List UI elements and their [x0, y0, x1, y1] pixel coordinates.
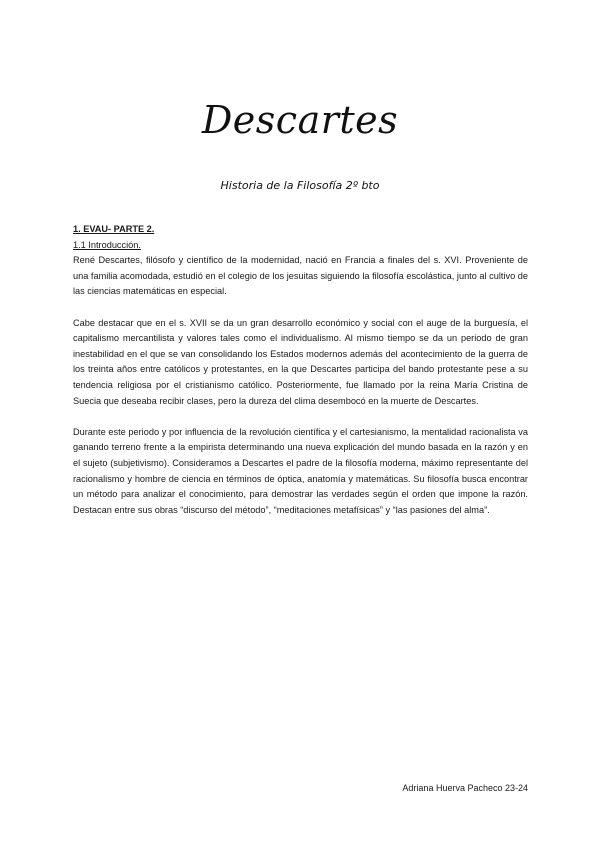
paragraph-2: Cabe destacar que en el s. XVII se da un gran desarrollo económico y social con el auge de la burguesía, el capitalismo mercantilista y valores tales como el individualismo. Al mismo tiempo se da un periodo de gran inestabilidad en el que se van consolidando los Estados modernos además del acontecimiento de la guerra de los treinta años entre católicos y protestantes, en la que Descartes participa del bando protestante pese a su tendencia religiosa por el cristianismo católico. Posteriormente, fue llamado por la reina María Cristina de Suecia que deseaba recibir clases, pero la dureza del clima desembocó en la muerte de Descartes. [73, 317, 528, 406]
paragraph-3: Durante este periodo y por influencia de la revolución científica y el cartesianismo, la mentalidad racionalista va ganando terreno frente a la empirista determinando una nueva explicación del mundo basada en la razón y en el sujeto (subjetivismo). Consideramos a Descartes el padre de la filosofía moderna, máximo representante del racionalismo y hombre de ciencia en términos de óptica, anatomía y matemáticas. Su filosofía busca encontrar un método para analizar el conocimiento, para demostrar las verdades según el orden que impone la razón. Destacan entre sus obras “discurso del método”, “meditaciones metafísicas” y “las pasiones del alma”. [73, 426, 528, 515]
document-body [73, 222, 528, 534]
paragraph-1: René Descartes, filósofo y científico de la modernidad, nació en Francia a finales del s. XVI. Proveniente de una familia acomodada, estudió en el colegio de los jesuitas siguiendo la filosofía escolástica, junto al cultivo de las ciencias matemáticas en especial. [73, 255, 528, 297]
document-subtitle: Historia de la Filosofía 2º bto [220, 179, 380, 192]
document-title: Descartes [201, 98, 399, 142]
subsection-heading: 1.1 Introducción. [73, 239, 141, 250]
page-footer-author: Adriana Huerva Pacheco 23-24 [402, 783, 528, 793]
section-heading: 1. EVAU- PARTE 2. [73, 224, 155, 234]
